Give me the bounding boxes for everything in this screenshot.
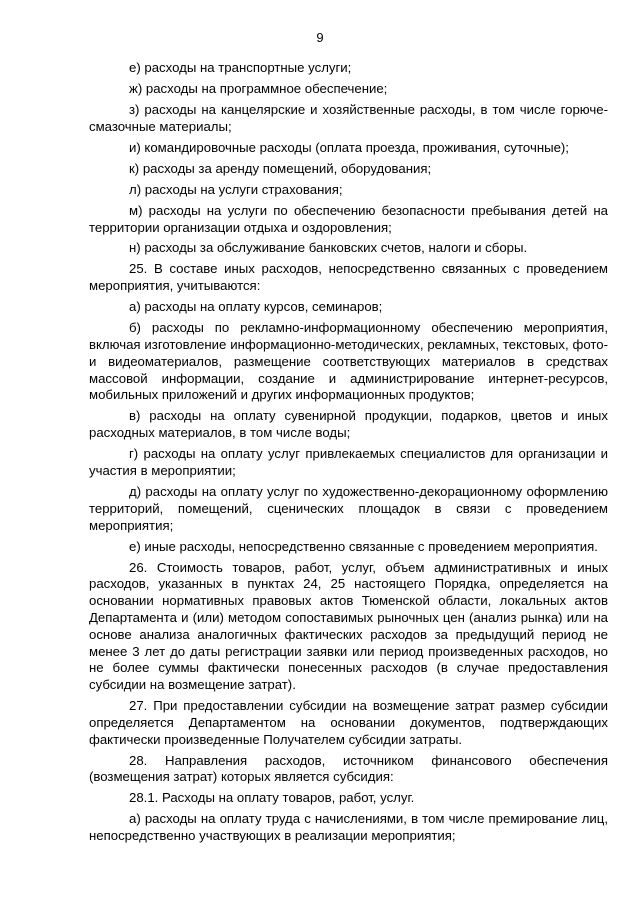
paragraph-25-v-souvenirs: в) расходы на оплату сувенирной продукции, подарков, цветов и иных расходных материалов, в том числе воды; — [89, 408, 608, 441]
paragraph-25-a-courses: а) расходы на оплату курсов, семинаров; — [129, 299, 383, 315]
document-body — [89, 60, 608, 849]
paragraph-28-1: 28.1. Расходы на оплату товаров, работ, услуг. — [129, 790, 415, 806]
paragraph-zh-software: ж) расходы на программное обеспечение; — [129, 80, 388, 96]
paragraph-28: 28. Направления расходов, источником финансового обеспечения (возмещения затрат) которых является субсидия: — [89, 752, 608, 785]
paragraph-25-e-other: е) иные расходы, непосредственно связанные с проведением мероприятия. — [129, 538, 598, 554]
paragraph-k-rent: к) расходы за аренду помещений, оборудования; — [129, 160, 432, 176]
paragraph-e-transport: е) расходы на транспортные услуги; — [129, 60, 352, 75]
paragraph-25: 25. В составе иных расходов, непосредственно связанных с проведением мероприятия, учитываются: — [89, 261, 608, 294]
paragraph-28-1-a-salary: а) расходы на оплату труда с начислениями, в том числе премирование лиц, непосредственно участвующих в реализации мероприятия; — [89, 811, 608, 844]
page-number: 9 — [316, 30, 324, 45]
paragraph-l-insurance: л) расходы на услуги страхования; — [129, 181, 343, 197]
paragraph-z-office-supplies: з) расходы на канцелярские и хозяйственные расходы, в том числе горюче-смазочные материалы; — [89, 101, 608, 134]
paragraph-n-banking: н) расходы за обслуживание банковских счетов, налоги и сборы. — [129, 240, 528, 256]
paragraph-27: 27. При предоставлении субсидии на возмещение затрат размер субсидии определяется Департаментом на основании документов, подтверждающих фактически произведенные Получателем субсидии затраты. — [89, 698, 608, 747]
paragraph-i-travel: и) командировочные расходы (оплата проезда, проживания, суточные); — [129, 139, 569, 155]
paragraph-25-d-decoration: д) расходы на оплату услуг по художественно-декорационному оформлению территорий, помещений, сценических площадок в связи с проведением мероприятия; — [89, 483, 608, 533]
paragraph-26: 26. Стоимость товаров, работ, услуг, объем административных и иных расходов, указанных в пунктах 24, 25 настоящего Порядка, определяется на основании нормативных правовых актов Тюменской области, локальных актов Департамента и (или) методом сопоставимых рыночных цен (анализ рынка) или на основе анализа аналогичных фактических расходов за предыдущий период не менее 3 лет до даты регистрации заявки или период произведенных расходов, но не более суммы фактически понесенных расходов (в случае предоставления субсидии на возмещение затрат). — [89, 559, 608, 693]
paragraph-25-g-specialists: г) расходы на оплату услуг привлекаемых специалистов для организации и участия в мероприятии; — [89, 446, 608, 478]
paragraph-m-security: м) расходы на услуги по обеспечению безопасности пребывания детей на территории организации отдыха и оздоровления; — [89, 202, 608, 235]
paragraph-25-b-advertising: б) расходы по рекламно-информационному обеспечению мероприятия, включая изготовление информационно-методических, рекламных, текстовых, фото- и видеоматериалов, размещение соответствующих материалов в средствах массовой информации, создание и администрирование интернет-ресурсов, мобильных приложений и других информационных продуктов; — [89, 320, 608, 403]
